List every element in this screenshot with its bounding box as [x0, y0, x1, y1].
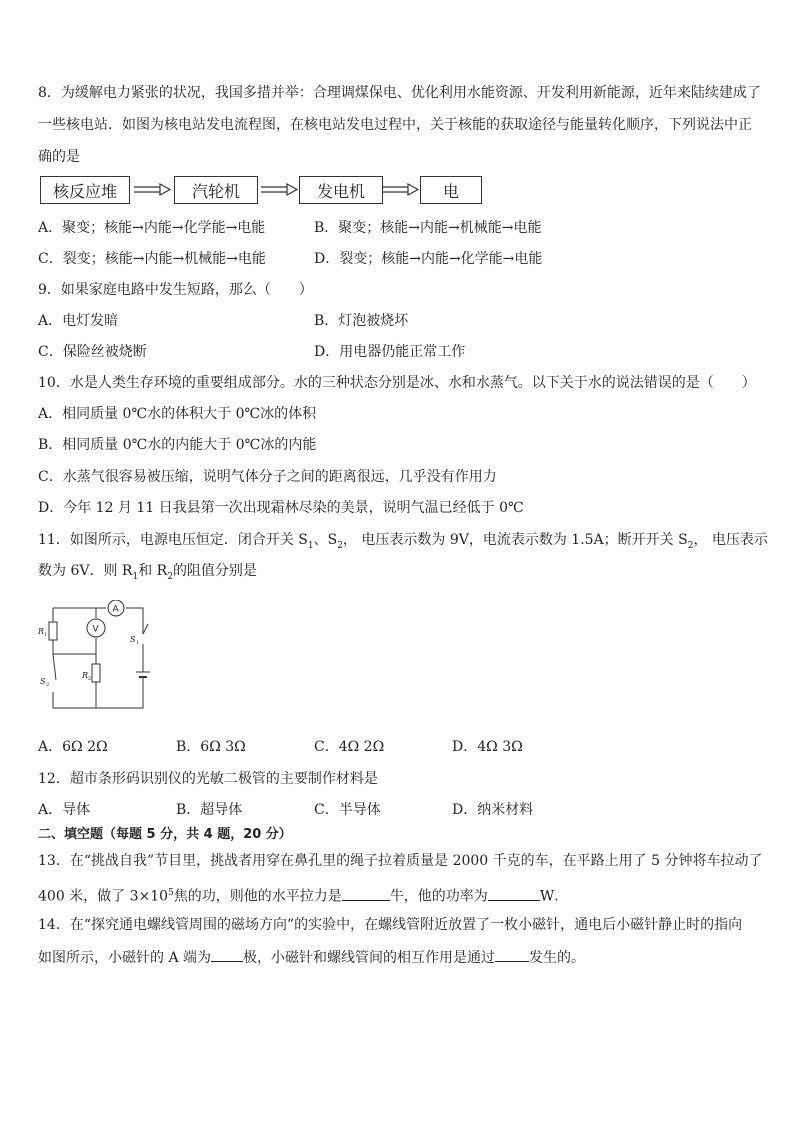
voltmeter-label: V — [92, 624, 99, 635]
subscript: 1 — [132, 571, 139, 582]
flow-box-electricity: 电 — [420, 176, 482, 204]
switch-s1-lever — [143, 624, 148, 634]
q12-option-b[interactable]: B．超导体 — [176, 802, 243, 818]
ammeter-label: A — [112, 604, 119, 615]
q8-line2: 一些核电站．如图为核电站发电流程图，在核电站发电过程中，关于核能的获取途径与能量转化顺序，下列说法中正 — [38, 117, 752, 133]
q8-option-c[interactable]: C．裂变；核能→内能→机械能→电能 — [38, 251, 266, 267]
q13-text: W． — [539, 888, 569, 905]
q12-option-d[interactable]: D．纳米材料 — [452, 802, 534, 818]
superscript: 5 — [168, 888, 174, 898]
q11-option-d[interactable]: D．4Ω 3Ω — [452, 739, 523, 755]
q10-option-d[interactable]: D．今年 12 月 11 日我县第一次出现霜林尽染的美景，说明气温已经低于 0℃ — [38, 500, 524, 516]
flow-arrow-icon — [380, 182, 420, 198]
q9-stem: 9．如果家庭电路中发生短路，那么（ ） — [38, 282, 313, 298]
q13-text: 焦的功，则他的水平拉力是 — [173, 888, 342, 905]
q11-text: 的阻值分别是 — [172, 563, 257, 579]
q8-option-a[interactable]: A．聚变；核能→内能→化学能→电能 — [38, 220, 266, 236]
q9-option-b[interactable]: B．灯泡被烧坏 — [314, 313, 409, 329]
r1-label: R — [38, 627, 45, 636]
flow-arrow-icon — [259, 182, 299, 198]
q9-option-c[interactable]: C．保险丝被烧断 — [38, 344, 147, 360]
switch-s2-lever — [53, 654, 56, 680]
q10-option-a[interactable]: A．相同质量 0℃水的体积大于 0℃冰的体积 — [38, 406, 317, 422]
r1-subscript: 1 — [44, 632, 48, 638]
q12-stem: 12．超市条形码识别仪的光敏二极管的主要制作材料是 — [38, 771, 378, 787]
q11-text: 和 R — [138, 563, 168, 579]
answer-blank[interactable] — [211, 947, 243, 962]
s2-label: S — [40, 677, 46, 686]
q14-text: 如图所示，小磁针的 A 端为 — [38, 950, 212, 966]
answer-blank[interactable] — [488, 886, 540, 901]
q11-text: 数为 6V．则 R — [38, 563, 133, 579]
q10-option-b[interactable]: B．相同质量 0℃水的内能大于 0℃冰的内能 — [38, 437, 317, 453]
q8-line1: 8．为缓解电力紧张的状况，我国多措并举：合理调煤保电、优化利用水能资源、开发利用新能源，近年来陆续建成了 — [38, 85, 761, 101]
q10-stem: 10．水是人类生存环境的重要组成部分。水的三种状态分别是冰、水和水蒸气。以下关于水的说法错误的是（ ） — [38, 375, 756, 391]
s1-label: S — [130, 635, 136, 644]
q11-line1 — [38, 531, 768, 555]
q11-text: 11．如图所示，电源电压恒定．闭合开关 S — [38, 532, 308, 548]
q14-text: 发生的。 — [529, 950, 586, 966]
q14-line1: 14．在“探究通电螺线管周围的磁场方向”的实验中，在螺线管附近放置了一枚小磁针，通电后小磁针静止时的指向 — [38, 917, 743, 933]
flow-box-turbine: 汽轮机 — [174, 176, 258, 204]
q14-text: 极，小磁针和螺线管间的相互作用是通过 — [243, 950, 496, 966]
q13-text: 牛，他的功率为 — [389, 888, 488, 905]
q11-option-b[interactable]: B．6Ω 3Ω — [176, 739, 246, 755]
q11-option-c[interactable]: C．4Ω 2Ω — [314, 739, 385, 755]
s1-subscript: 1 — [136, 640, 140, 646]
resistor-r1 — [49, 622, 57, 640]
q11-text: ， 电压表示 — [693, 532, 768, 548]
q8-option-b[interactable]: B．聚变；核能→内能→机械能→电能 — [314, 220, 542, 236]
q13-line2 — [38, 884, 568, 906]
flow-box-reactor: 核反应堆 — [40, 176, 130, 204]
q11-option-a[interactable]: A．6Ω 2Ω — [38, 739, 108, 755]
q11-text: 、S — [313, 532, 338, 548]
r2-subscript: 2 — [88, 676, 92, 682]
q14-line2 — [38, 947, 585, 967]
q10-option-c[interactable]: C．水蒸气很容易被压缩，说明气体分子之间的距离很远，几乎没有作用力 — [38, 469, 497, 485]
q12-option-c[interactable]: C．半导体 — [314, 802, 381, 818]
q11-text: ， 电压表示数为 9V，电流表示数为 1.5A；断开开关 S — [342, 532, 688, 548]
answer-blank[interactable] — [495, 947, 529, 962]
flow-arrow-icon — [132, 182, 172, 198]
answer-blank[interactable] — [342, 886, 390, 901]
flow-diagram — [38, 176, 498, 210]
q9-option-a[interactable]: A．电灯发暗 — [38, 313, 119, 329]
q8-option-d[interactable]: D．裂变；核能→内能→化学能→电能 — [314, 251, 543, 267]
q8-line3: 确的是 — [38, 149, 80, 165]
subscript: 2 — [337, 540, 343, 551]
q13-text: 400 米，做了 3×10 — [38, 888, 169, 905]
q9-option-d[interactable]: D．用电器仍能正常工作 — [314, 344, 466, 360]
circuit-diagram — [38, 600, 168, 715]
subscript: 2 — [687, 540, 694, 551]
subscript: 2 — [167, 571, 173, 582]
s2-subscript: 2 — [46, 682, 50, 688]
section-heading: 二、填空题（每题 5 分，共 4 题，20 分） — [38, 827, 292, 842]
q12-option-a[interactable]: A．导体 — [38, 802, 91, 818]
r2-label: R — [82, 671, 89, 680]
q11-line2 — [38, 562, 257, 586]
subscript: 1 — [307, 540, 314, 551]
q13-line1: 13．在“挑战自我”节目里，挑战者用穿在鼻孔里的绳子拉着质量是 2000 千克的车，在平路上用了 5 分钟将车拉动了 — [38, 853, 763, 869]
resistor-r2 — [92, 664, 100, 682]
flow-box-generator: 发电机 — [299, 176, 383, 204]
